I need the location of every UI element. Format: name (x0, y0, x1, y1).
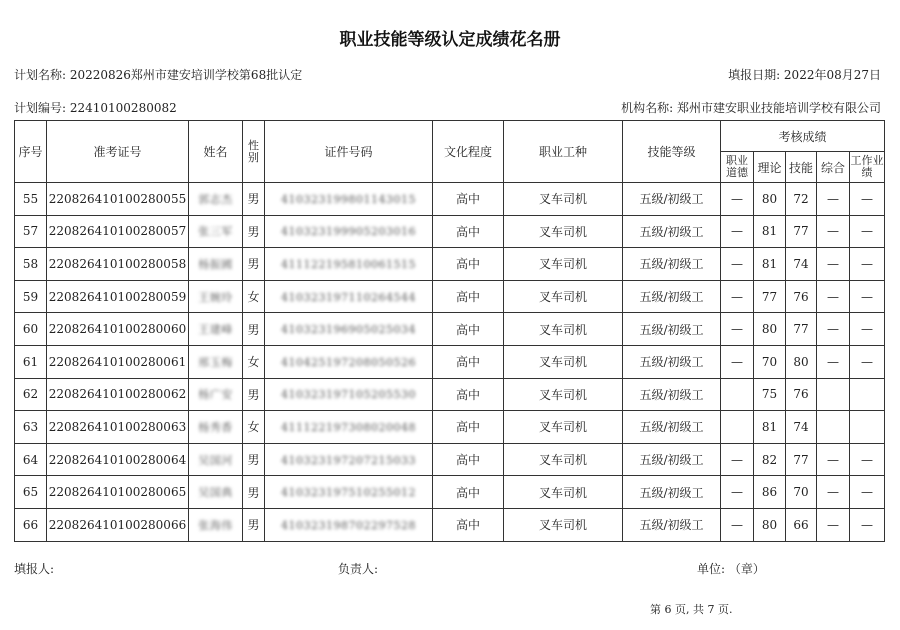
cell-id-number-redacted: 410323197207215033 (281, 453, 416, 467)
cell-level: 五级/初级工 (623, 345, 721, 378)
col-header-job: 职业工种 (504, 121, 623, 183)
cell-seq: 64 (15, 443, 47, 476)
cell-skill: 77 (786, 443, 817, 476)
cell-education: 高中 (433, 476, 504, 509)
cell-seq: 63 (15, 411, 47, 444)
table-row (15, 215, 885, 248)
cell-ethics: — (721, 313, 754, 346)
col-header-ticket: 准考证号 (47, 121, 189, 183)
cell-level: 五级/初级工 (623, 508, 721, 541)
cell-ticket: 220826410100280060 (47, 313, 189, 346)
cell-overall: — (817, 183, 850, 216)
cell-name (189, 508, 243, 541)
cell-gender: 男 (243, 215, 265, 248)
cell-level: 五级/初级工 (623, 443, 721, 476)
cell-overall: — (817, 280, 850, 313)
cell-id-number (265, 508, 433, 541)
cell-name-redacted: 张海伟 (198, 518, 233, 532)
cell-education: 高中 (433, 508, 504, 541)
cell-ethics: — (721, 183, 754, 216)
cell-level: 五级/初级工 (623, 476, 721, 509)
cell-id-number (265, 378, 433, 411)
cell-seq: 62 (15, 378, 47, 411)
cell-overall: — (817, 476, 850, 509)
table-row (15, 345, 885, 378)
cell-theory: 81 (754, 215, 786, 248)
cell-overall: — (817, 313, 850, 346)
col-header-skill: 技能 (786, 152, 817, 183)
cell-name (189, 443, 243, 476)
cell-job: 叉车司机 (504, 476, 623, 509)
cell-id-number (265, 313, 433, 346)
cell-skill: 77 (786, 215, 817, 248)
cell-id-number-redacted: 410323197510255012 (281, 486, 416, 500)
cell-name-redacted: 王婉玲 (198, 290, 233, 304)
cell-gender: 女 (243, 280, 265, 313)
cell-job: 叉车司机 (504, 313, 623, 346)
cell-level: 五级/初级工 (623, 378, 721, 411)
cell-education: 高中 (433, 183, 504, 216)
cell-id-number-redacted: 410323199801143015 (281, 192, 416, 206)
cell-ticket: 220826410100280055 (47, 183, 189, 216)
cell-work: — (850, 280, 885, 313)
table-row (15, 476, 885, 509)
table-row (15, 508, 885, 541)
cell-education: 高中 (433, 345, 504, 378)
cell-overall: — (817, 215, 850, 248)
cell-job: 叉车司机 (504, 411, 623, 444)
table-row (15, 248, 885, 281)
cell-work (850, 411, 885, 444)
fill-date: 填报日期: 2022年08月27日 (728, 68, 881, 82)
cell-job: 叉车司机 (504, 215, 623, 248)
cell-id-number-redacted: 411122197308020048 (281, 420, 416, 434)
cell-job: 叉车司机 (504, 183, 623, 216)
cell-theory: 77 (754, 280, 786, 313)
cell-id-number-redacted: 410425197208050526 (281, 355, 416, 369)
col-header-scores: 考核成绩 (721, 121, 885, 152)
cell-theory: 86 (754, 476, 786, 509)
cell-level: 五级/初级工 (623, 411, 721, 444)
cell-gender: 男 (243, 443, 265, 476)
cell-name-redacted: 张三军 (198, 225, 233, 239)
cell-id-number-redacted: 411122195810061515 (281, 257, 416, 271)
cell-id-number (265, 443, 433, 476)
cell-gender: 男 (243, 378, 265, 411)
filler-label: 填报人: (14, 562, 55, 576)
cell-work: — (850, 313, 885, 346)
cell-id-number-redacted: 410323198702297528 (281, 518, 416, 532)
cell-gender: 男 (243, 183, 265, 216)
col-header-gender: 性别 (243, 121, 265, 183)
cell-seq: 58 (15, 248, 47, 281)
cell-job: 叉车司机 (504, 508, 623, 541)
cell-work: — (850, 476, 885, 509)
cell-name (189, 248, 243, 281)
cell-ticket: 220826410100280064 (47, 443, 189, 476)
cell-id-number (265, 476, 433, 509)
cell-job: 叉车司机 (504, 280, 623, 313)
col-header-seq: 序号 (15, 121, 47, 183)
cell-gender: 男 (243, 508, 265, 541)
cell-gender: 男 (243, 313, 265, 346)
cell-ethics (721, 411, 754, 444)
col-header-level: 技能等级 (623, 121, 721, 183)
cell-education: 高中 (433, 313, 504, 346)
cell-skill: 66 (786, 508, 817, 541)
cell-name (189, 280, 243, 313)
cell-job: 叉车司机 (504, 248, 623, 281)
cell-ticket: 220826410100280061 (47, 345, 189, 378)
cell-work: — (850, 215, 885, 248)
cell-name-redacted: 王建峰 (198, 323, 233, 337)
cell-overall: — (817, 443, 850, 476)
cell-seq: 61 (15, 345, 47, 378)
cell-skill: 74 (786, 248, 817, 281)
cell-ethics: — (721, 443, 754, 476)
cell-skill: 74 (786, 411, 817, 444)
cell-name (189, 215, 243, 248)
cell-ethics: — (721, 345, 754, 378)
cell-name-redacted: 杨秀香 (198, 420, 233, 434)
score-roster-table (14, 120, 885, 542)
cell-ethics (721, 378, 754, 411)
col-header-theory: 理论 (754, 152, 786, 183)
cell-name-redacted: 吴国河 (198, 453, 233, 467)
cell-work: — (850, 443, 885, 476)
cell-job: 叉车司机 (504, 345, 623, 378)
cell-theory: 80 (754, 183, 786, 216)
responsible-label: 负责人: (338, 562, 379, 576)
cell-name-redacted: 吴国典 (198, 486, 233, 500)
cell-id-number (265, 183, 433, 216)
cell-skill: 77 (786, 313, 817, 346)
cell-ticket: 220826410100280063 (47, 411, 189, 444)
cell-level: 五级/初级工 (623, 215, 721, 248)
cell-overall: — (817, 345, 850, 378)
table-row (15, 411, 885, 444)
document-title: 职业技能等级认定成绩花名册 (339, 30, 561, 50)
col-header-work: 工作业绩 (850, 152, 885, 183)
cell-ethics: — (721, 508, 754, 541)
cell-id-number (265, 215, 433, 248)
cell-ticket: 220826410100280065 (47, 476, 189, 509)
cell-ticket: 220826410100280062 (47, 378, 189, 411)
cell-ethics: — (721, 476, 754, 509)
cell-seq: 57 (15, 215, 47, 248)
cell-skill: 76 (786, 378, 817, 411)
cell-ticket: 220826410100280057 (47, 215, 189, 248)
cell-education: 高中 (433, 248, 504, 281)
cell-skill: 70 (786, 476, 817, 509)
cell-theory: 82 (754, 443, 786, 476)
cell-gender: 女 (243, 411, 265, 444)
cell-ethics: — (721, 248, 754, 281)
cell-education: 高中 (433, 443, 504, 476)
table-row (15, 280, 885, 313)
cell-work (850, 378, 885, 411)
cell-ticket: 220826410100280058 (47, 248, 189, 281)
cell-name (189, 345, 243, 378)
col-header-name: 姓名 (189, 121, 243, 183)
cell-work: — (850, 508, 885, 541)
cell-education: 高中 (433, 411, 504, 444)
cell-theory: 81 (754, 248, 786, 281)
table-row (15, 183, 885, 216)
col-header-overall: 综合 (817, 152, 850, 183)
table-row (15, 443, 885, 476)
cell-overall (817, 378, 850, 411)
cell-skill: 80 (786, 345, 817, 378)
cell-name (189, 183, 243, 216)
cell-theory: 80 (754, 313, 786, 346)
roster-body (15, 183, 885, 542)
col-header-education: 文化程度 (433, 121, 504, 183)
cell-level: 五级/初级工 (623, 313, 721, 346)
cell-id-number-redacted: 410323196905025034 (281, 323, 416, 337)
cell-name (189, 313, 243, 346)
cell-theory: 75 (754, 378, 786, 411)
cell-work: — (850, 345, 885, 378)
cell-ticket: 220826410100280066 (47, 508, 189, 541)
table-row (15, 313, 885, 346)
cell-education: 高中 (433, 280, 504, 313)
cell-gender: 女 (243, 345, 265, 378)
cell-id-number (265, 411, 433, 444)
cell-name-redacted: 杨振國 (198, 257, 233, 271)
cell-name (189, 476, 243, 509)
cell-work: — (850, 183, 885, 216)
plan-name: 计划名称: 20220826郑州市建安培训学校第68批认定 (14, 68, 303, 82)
cell-seq: 65 (15, 476, 47, 509)
cell-work: — (850, 248, 885, 281)
cell-name (189, 378, 243, 411)
cell-overall: — (817, 248, 850, 281)
organization-name: 机构名称: 郑州市建安职业技能培训学校有限公司 (621, 101, 881, 115)
cell-ticket: 220826410100280059 (47, 280, 189, 313)
cell-id-number (265, 248, 433, 281)
page-indicator: 第 6 页, 共 7 页. (650, 603, 733, 616)
cell-ethics: — (721, 280, 754, 313)
cell-gender: 男 (243, 248, 265, 281)
cell-id-number (265, 280, 433, 313)
cell-theory: 80 (754, 508, 786, 541)
plan-number: 计划编号: 22410100280082 (14, 101, 177, 115)
cell-level: 五级/初级工 (623, 248, 721, 281)
cell-ethics: — (721, 215, 754, 248)
cell-id-number-redacted: 410323197110264544 (281, 290, 416, 304)
cell-seq: 66 (15, 508, 47, 541)
cell-level: 五级/初级工 (623, 183, 721, 216)
cell-level: 五级/初级工 (623, 280, 721, 313)
cell-name-redacted: 郭志杰 (198, 192, 233, 206)
cell-overall (817, 411, 850, 444)
cell-education: 高中 (433, 215, 504, 248)
cell-theory: 70 (754, 345, 786, 378)
cell-seq: 59 (15, 280, 47, 313)
table-row (15, 378, 885, 411)
cell-job: 叉车司机 (504, 378, 623, 411)
col-header-ethics: 职业道德 (721, 152, 754, 183)
cell-gender: 男 (243, 476, 265, 509)
cell-id-number-redacted: 410323199905203016 (281, 225, 416, 239)
cell-overall: — (817, 508, 850, 541)
cell-job: 叉车司机 (504, 443, 623, 476)
cell-id-number-redacted: 410323197105205530 (281, 388, 416, 402)
cell-name-redacted: 邢玉梅 (198, 355, 233, 369)
cell-education: 高中 (433, 378, 504, 411)
cell-name (189, 411, 243, 444)
col-header-id: 证件号码 (265, 121, 433, 183)
cell-seq: 60 (15, 313, 47, 346)
cell-name-redacted: 杨广安 (198, 388, 233, 402)
cell-skill: 72 (786, 183, 817, 216)
cell-id-number (265, 345, 433, 378)
cell-seq: 55 (15, 183, 47, 216)
cell-theory: 81 (754, 411, 786, 444)
cell-skill: 76 (786, 280, 817, 313)
unit-seal-label: 单位: （章） (697, 562, 765, 576)
